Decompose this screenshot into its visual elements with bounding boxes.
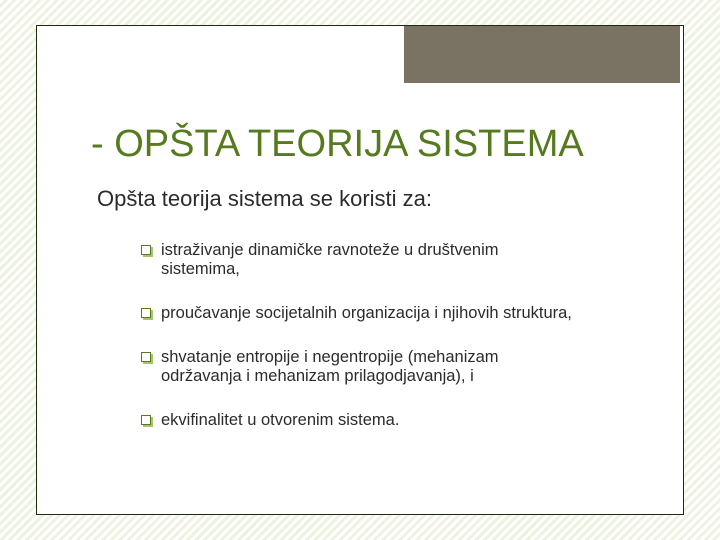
title-accent-bar	[404, 26, 680, 83]
slide-title: - OPŠTA TEORIJA SISTEMA	[91, 123, 584, 165]
bullet-text: ekvifinalitet u otvorenim sistema.	[161, 411, 400, 429]
bullet-item	[141, 348, 581, 386]
bullet-text: proučavanje socijetalnih organizacija i njihovih struktura,	[161, 304, 572, 322]
bullet-text: shvatanje entropije i negentropije (mehanizam održavanja i mehanizam prilagodjavanja), i	[161, 348, 499, 385]
bullet-item	[141, 241, 581, 279]
slide-subtitle: Opšta teorija sistema se koristi za:	[97, 186, 433, 211]
checkbox-square-icon	[141, 308, 151, 318]
slide-frame	[36, 25, 684, 515]
bullet-item	[141, 304, 581, 323]
bullet-list	[141, 241, 581, 455]
checkbox-square-icon	[141, 415, 151, 425]
bullet-text: istraživanje dinamičke ravnoteže u društvenim sistemima,	[161, 241, 499, 278]
bullet-item	[141, 411, 581, 430]
checkbox-square-icon	[141, 352, 151, 362]
checkbox-square-icon	[141, 245, 151, 255]
